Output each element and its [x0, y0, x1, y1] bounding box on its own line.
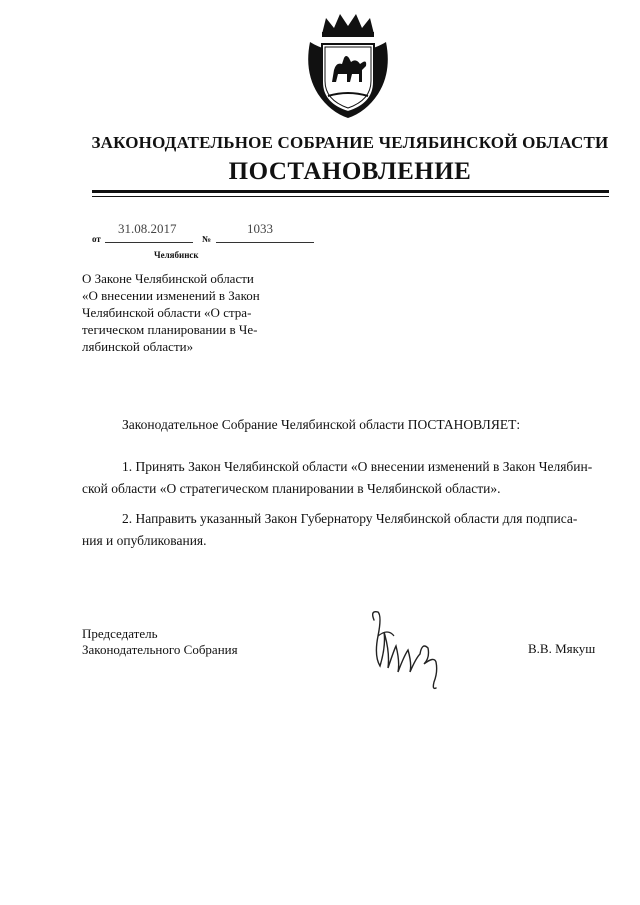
handwritten-signature-icon [364, 606, 458, 692]
paragraph-2 [82, 508, 610, 552]
signatory-title-line: Председатель [82, 626, 158, 641]
subject-line: «О внесении изменений в Закон [82, 288, 260, 303]
signatory-title-line: Законодательного Собрания [82, 642, 238, 657]
subject-line: Челябинской области «О стра- [82, 305, 252, 320]
paragraph-line: ния и опубликования. [82, 533, 207, 548]
coat-of-arms-icon [300, 12, 396, 122]
number-underline [216, 242, 314, 243]
paragraph-line: 1. Принять Закон Челябинской области «О внесении изменений в Закон Челябин- [122, 459, 593, 474]
subject-line: тегическом планировании в Че- [82, 322, 258, 337]
paragraph-line: 2. Направить указанный Закон Губернатору Челябинской области для подписа- [122, 511, 578, 526]
document-date: 31.08.2017 [118, 221, 177, 236]
header-rule-thick [92, 190, 609, 193]
signatory-name: В.В. Мякуш [528, 641, 596, 656]
date-underline [105, 242, 193, 243]
date-label: от [92, 234, 101, 244]
organization-title: ЗАКОНОДАТЕЛЬНОЕ СОБРАНИЕ ЧЕЛЯБИНСКОЙ ОБЛАСТИ [91, 133, 609, 152]
resolution-statement: Законодательное Собрание Челябинской области ПОСТАНОВЛЯЕТ: [122, 417, 521, 432]
number-label: № [202, 234, 212, 244]
document-type-title: ПОСТАНОВЛЕНИЕ [228, 158, 472, 185]
signatory-title [82, 626, 238, 658]
paragraph-line: ской области «О стратегическом планировании в Челябинской области». [82, 481, 501, 496]
header-rule-thin [92, 196, 609, 197]
document-subject [82, 270, 276, 355]
document-number: 1033 [247, 221, 273, 236]
city-label: Челябинск [154, 250, 199, 260]
paragraph-1 [82, 456, 610, 500]
subject-line: лябинской области» [82, 339, 194, 354]
subject-line: О Законе Челябинской области [82, 271, 254, 286]
